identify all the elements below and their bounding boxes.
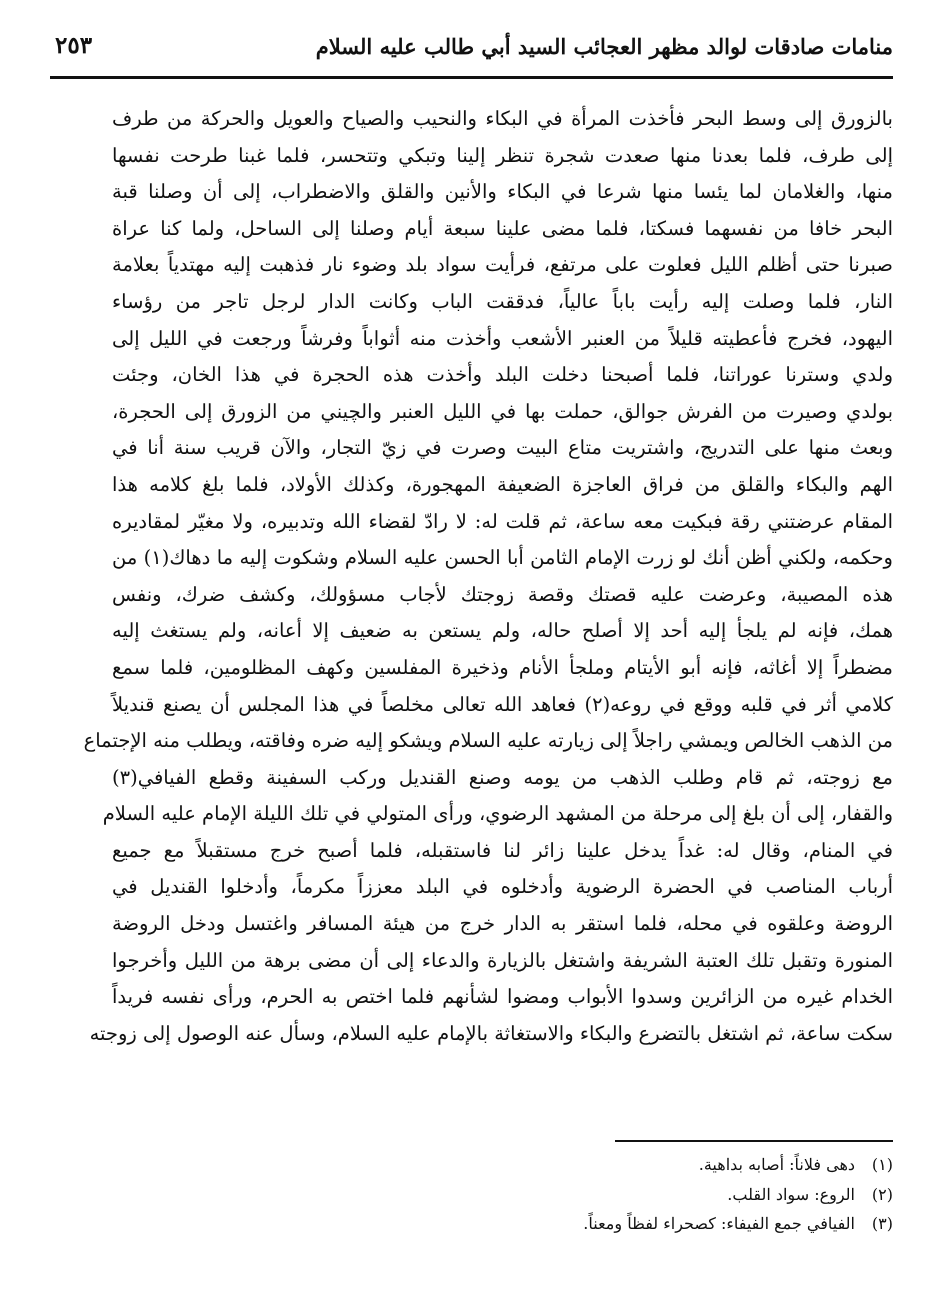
text-line: مضطراً إلا أغاثه، فإنه أبو الأيتام وملجأ الأنام وذخيرة المفلسين وكهف المظلومين، فلما سمع	[112, 655, 893, 679]
text-line: كلامي أثر في قلبه ووقع في روعه(٢) فعاهد الله تعالى مخلصاً في هذا المجلس أن يصنع قنديلاً	[112, 692, 893, 716]
footnote	[393, 1150, 893, 1180]
text-line: الروضة وعلقوه في محله، فلما استقر به الدار خرج من هيئة المسافر واغتسل ودخل الروضة	[112, 912, 893, 936]
text-line: وبعث منها على التدريج، واشتريت متاع البيت وصرت في زيّ التجار، والآن قريب سنة أنا في	[112, 436, 893, 460]
footnotes	[393, 1150, 893, 1239]
footnote-number: (٣)	[871, 1214, 893, 1233]
body-text	[83, 101, 893, 1052]
text-line: إلى طرف، فلما بعدنا منها صعدت شجرة تنظر إلينا وتبكي وتتحسر، فلما غبنا طرحت نفسها	[112, 143, 893, 167]
text-line: البحر خافا من نفسهما فسكتا، فلما مضى علينا سبعة أيام وصلنا إلى الساحل، ولما كنا عراة	[112, 216, 893, 240]
header-rule	[50, 76, 893, 79]
text-line: بالزورق إلى وسط البحر فأخذت المرأة في البكاء والنحيب والصياح والعويل والحركة من طرف	[112, 107, 893, 130]
text-line: مع زوجته، ثم قام وطلب الذهب من يومه وصنع القنديل وركب السفينة وقطع الفيافي(٣)	[112, 765, 893, 789]
footnote-text: الفيافي جمع الفيفاء: كصحراء لفظاً ومعناً.	[583, 1214, 855, 1233]
text-line: ولدي وسترنا عوراتنا، فلما أصبحنا دخلت البلد وأخذت هذه الحجرة في هذا الخان، وجئت	[112, 363, 893, 387]
text-line: في المنام، وقال له: غداً يدخل علينا زائر لنا فاستقبله، فلما أصبح خرج مستقبلاً مع جميع	[112, 838, 893, 862]
text-line: الهم والبكاء والقلق من فراق العاجزة الضعيفة المهجورة، وكذلك الأولاد، فلما بلغ كلامه هذا	[112, 472, 893, 496]
text-line: الخدام غيره من الزائرين وسدوا الأبواب ومضوا لشأنهم فلما اختص به الحرم، ورأى نفسه فريداً	[112, 985, 893, 1009]
text-line: المنورة وتقبل تلك العتبة الشريفة واشتغل بالزيارة والدعاء إلى أن مضى برهة من الليل وأخرجوا	[112, 948, 893, 972]
text-line: صبرنا حتى أظلم الليل فعلوت على مرتفع، فرأيت سواد بلد وضوء نار فذهبت إليه مهتدياً بعلامة	[112, 253, 893, 277]
footnote-text: الروع: سواد القلب.	[727, 1184, 855, 1204]
text-line: والقفار، إلى أن بلغ إلى مرحلة من المشهد الرضوي، ورأى المتولي في تلك الليلة الإمام عليه السلام	[102, 802, 893, 826]
text-line: هذه المصيبة، وعرضت عليه قصتك وقصة زوجتك لأجاب مسؤولك، وكشف ضرك، ونفس	[112, 582, 893, 606]
text-line: همك، فإنه لم يلجأ إليه أحد إلا أصلح حاله، ولم يستعن به ضعيف إلا أعانه، ولم يستغث إليه	[112, 619, 893, 643]
text-line: وحكمه، ولكني أظن أنك لو زرت الإمام الثامن أبا الحسن عليه السلام وشكوت إليه ما دهاك(١) من	[112, 546, 893, 570]
text-line: المقام عرضتني رقة فبكيت معه ساعة، ثم قلت له: لا رادّ لقضاء الله وتدبيره، ولا مغيّر لمقاديره	[112, 509, 893, 533]
running-header-title: منامات صادقات لوالد مظهر العجائب السيد أبي طالب عليه السلام	[315, 34, 893, 59]
text-line: النار، فلما وصلت إليه رأيت باباً عالياً، فدققت الباب وكانت الدار لرجل تاجر من رؤساء	[112, 289, 893, 313]
text-line: اليهود، فخرج فأعطيته قليلاً من العنبر الأشعب وأخذت منه أثواباً وفرشاً ورجعت في الليل إلى	[112, 326, 893, 350]
footnote-text: دهى فلاناً: أصابه بداهية.	[698, 1155, 855, 1174]
footnote-number: (١)	[871, 1155, 893, 1174]
text-line: من الذهب الخالص ويمشي راجلاً إلى زيارته عليه السلام ويشكو إليه ضره وفاقته، ويطلب منه الإجتماع	[83, 729, 893, 753]
text-line: منها، والغلامان لما يئسا منها شرعا في البكاء والأنين والقلق والاضطراب، إلى أن وصلنا قبة	[112, 180, 893, 204]
footnote	[393, 1180, 893, 1210]
text-line: سكت ساعة، ثم اشتغل بالتضرع والبكاء والاستغاثة بالإمام عليه السلام، وسأل عنه الوصول إلى زوجته	[89, 1021, 893, 1045]
text-line: بولدي وصيرت من الفرش جوالق، حملت بها في الليل العنبر والچيني من الزورق إلى الحجرة،	[112, 399, 893, 423]
text-line: أرباب المناصب في الحضرة الرضوية وأدخلوه في البلد معززاً مكرماً، وأدخلوا القنديل في	[112, 875, 893, 899]
footnote-rule	[615, 1140, 893, 1142]
footnote-number: (٢)	[871, 1184, 893, 1204]
page-number: ٢٥٣	[55, 32, 93, 59]
footnote	[393, 1209, 893, 1239]
